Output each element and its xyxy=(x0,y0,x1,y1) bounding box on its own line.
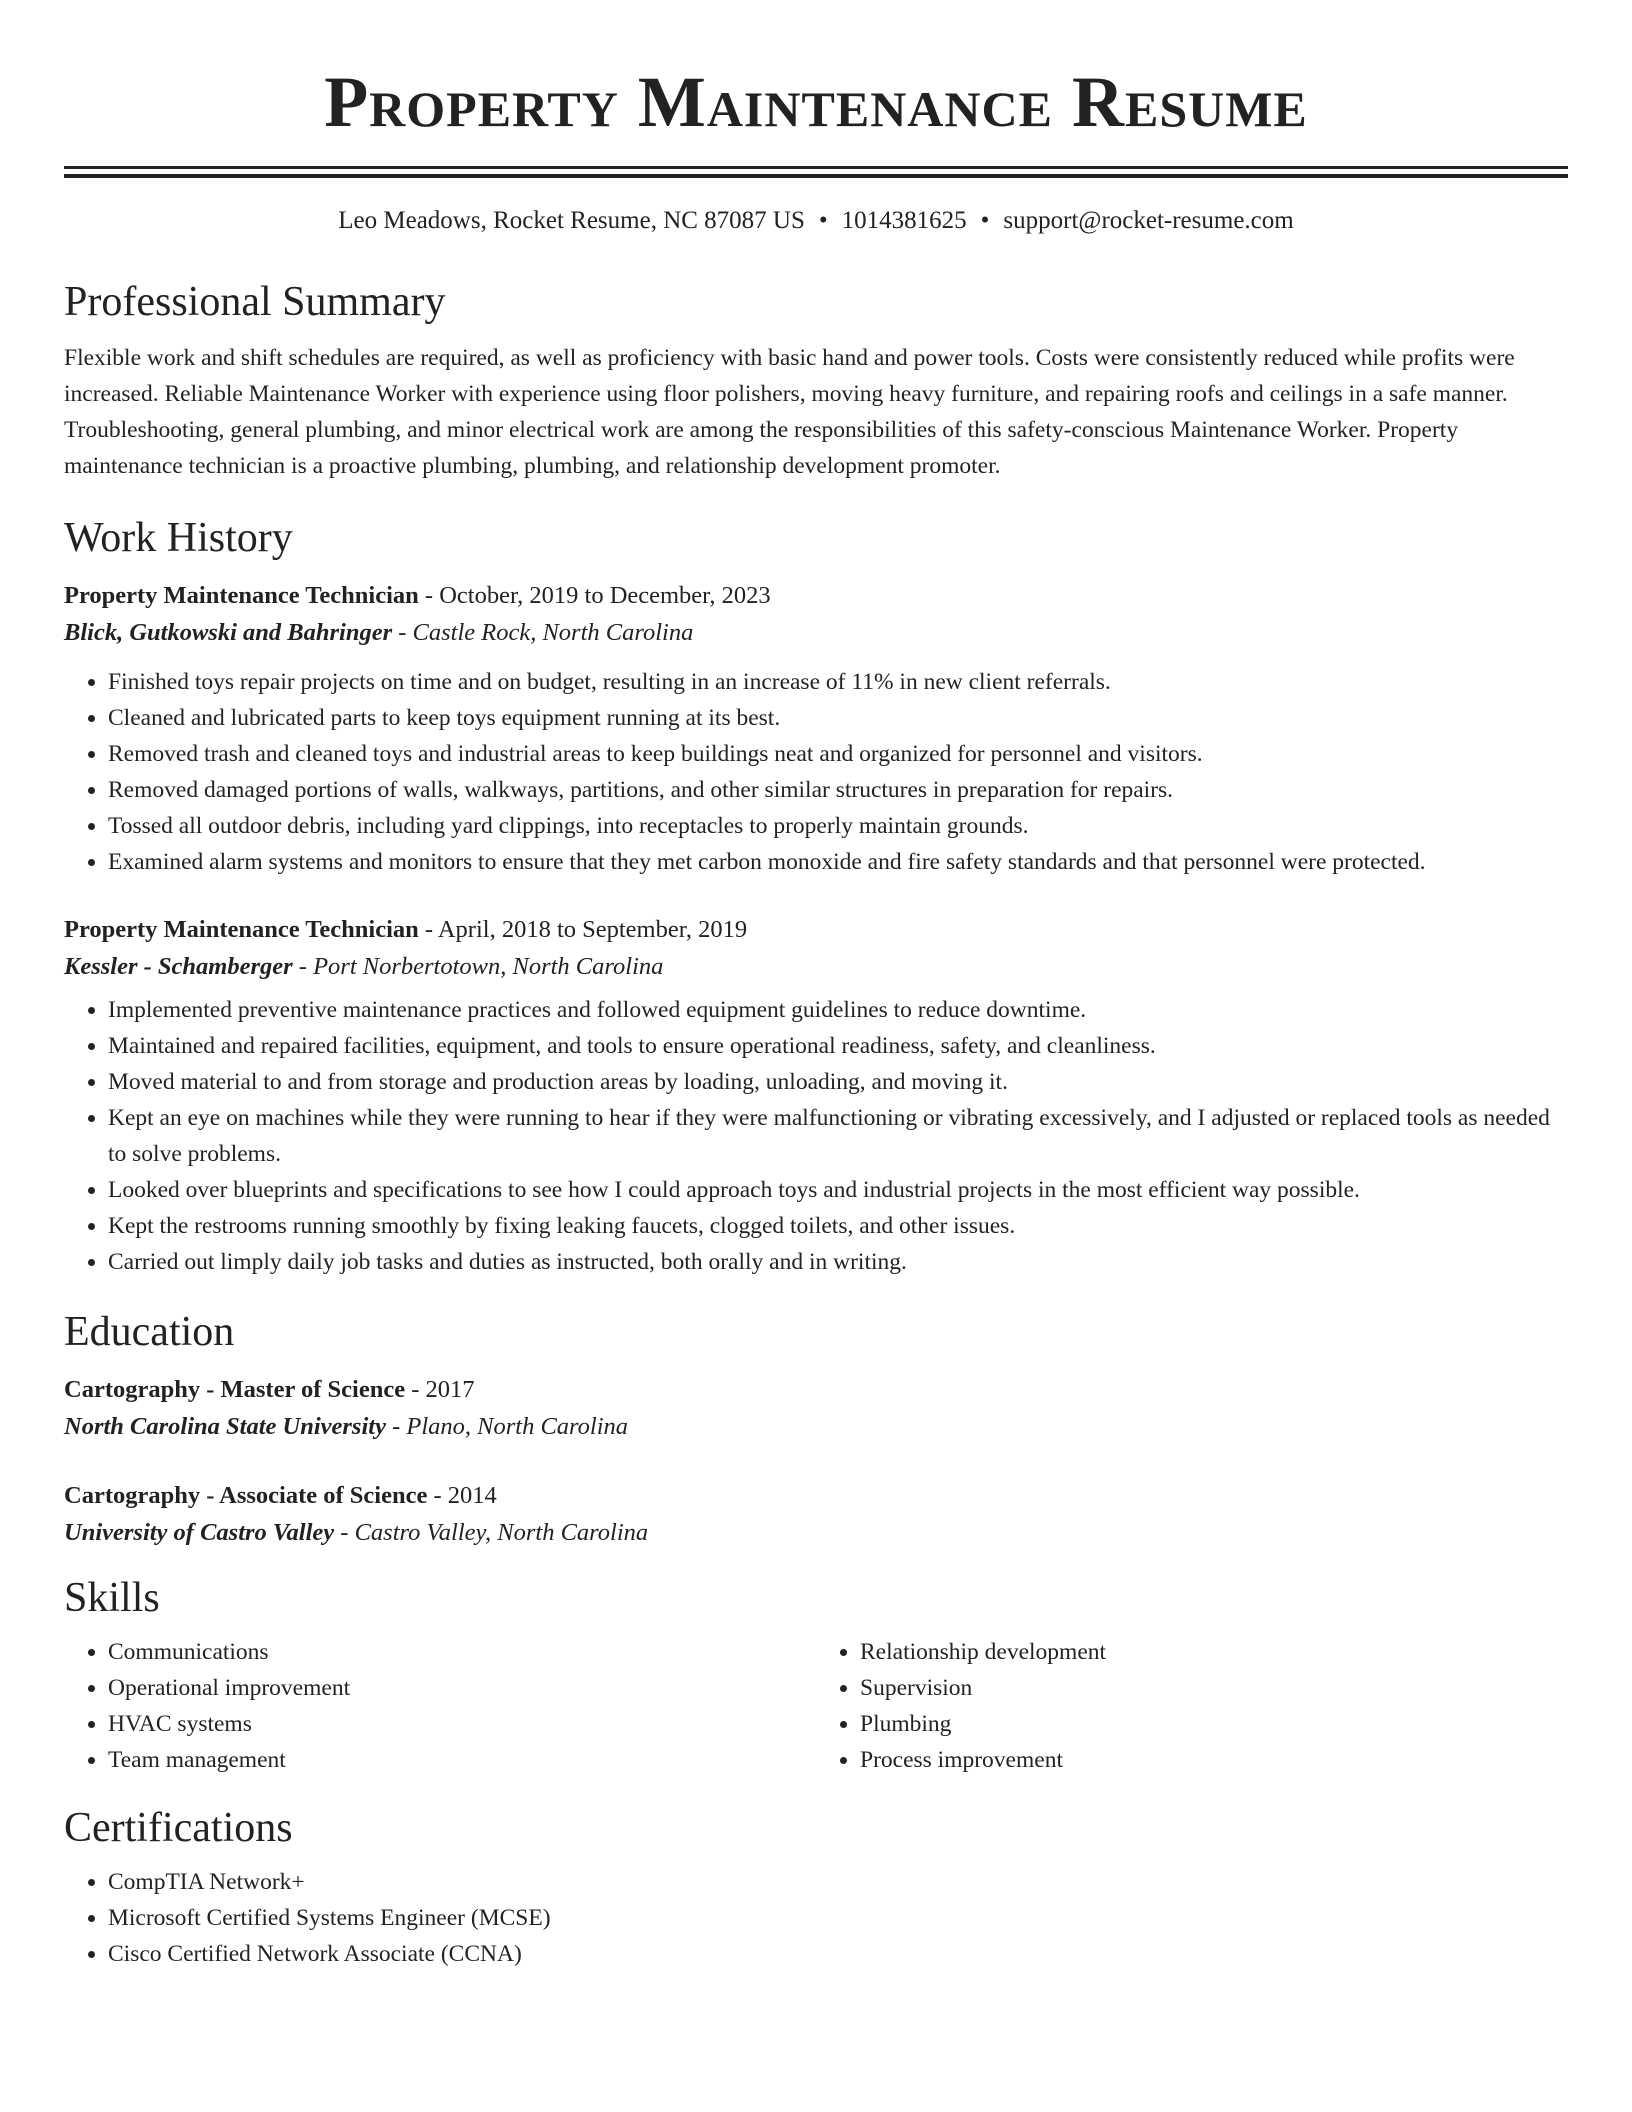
job-entry xyxy=(64,912,1568,1280)
list-item: • Relationship development xyxy=(860,1634,1568,1670)
school-location: - Castro Valley, North Carolina xyxy=(334,1519,649,1546)
list-item: • Finished toys repair projects on time and on budget, resulting in an increase of 11% in new client referrals. xyxy=(108,664,1568,700)
list-item: • Communications xyxy=(108,1634,816,1670)
list-item: • HVAC systems xyxy=(108,1706,816,1742)
skills-left-column xyxy=(64,1634,816,1778)
degree-year: - 2014 xyxy=(427,1482,497,1509)
education-entry xyxy=(64,1478,1568,1552)
school: University of Castro Valley xyxy=(64,1519,335,1546)
job-location: - Port Norbertotown, North Carolina xyxy=(292,953,664,980)
section-heading-work-history: Work History xyxy=(64,515,293,561)
list-item: • Kept an eye on machines while they were running to hear if they were malfunctioning or vibrating excessively, and I adjusted or replaced tools as needed to solve problems. xyxy=(108,1100,1568,1172)
list-item: • Team management xyxy=(108,1742,816,1778)
job-title-line xyxy=(64,912,1568,948)
education-section xyxy=(64,1306,1568,1552)
contact-separator: • xyxy=(818,207,828,234)
job-company: Blick, Gutkowski and Bahringer xyxy=(64,619,393,646)
job-bullets xyxy=(64,992,1568,1280)
job-title-line xyxy=(64,578,1568,614)
degree: Cartography - Associate of Science xyxy=(64,1482,428,1509)
job-company-line xyxy=(64,614,1568,652)
degree-line xyxy=(64,1478,1568,1514)
skills-right-column xyxy=(816,1634,1568,1778)
list-item: • Carried out limply daily job tasks and duties as instructed, both orally and in writing. xyxy=(108,1244,1568,1280)
job-company: Kessler - Schamberger xyxy=(64,953,293,980)
list-item: • Cisco Certified Network Associate (CCNA) xyxy=(108,1936,1568,1972)
section-heading-certifications: Certifications xyxy=(64,1805,293,1851)
list-item: • Plumbing xyxy=(860,1706,1568,1742)
education-entry xyxy=(64,1372,1568,1446)
list-item: • Kept the restrooms running smoothly by fixing leaking faucets, clogged toilets, and other issues. xyxy=(108,1208,1568,1244)
summary-section xyxy=(64,276,1568,484)
list-item: • Looked over blueprints and specifications to see how I could approach toys and industrial projects in the most efficient way possible. xyxy=(108,1172,1568,1208)
resume-title: Property Maintenance Resume xyxy=(324,62,1308,142)
list-item: • Moved material to and from storage and production areas by loading, unloading, and moving it. xyxy=(108,1064,1568,1100)
list-item: • Maintained and repaired facilities, equipment, and tools to ensure operational readiness, safety, and cleanliness. xyxy=(108,1028,1568,1064)
list-item: • Implemented preventive maintenance practices and followed equipment guidelines to reduce downtime. xyxy=(108,992,1568,1028)
school: North Carolina State University xyxy=(64,1413,386,1440)
school-location: - Plano, North Carolina xyxy=(385,1413,629,1440)
contact-address: Leo Meadows, Rocket Resume, NC 87087 US xyxy=(338,207,805,234)
degree: Cartography - Master of Science xyxy=(64,1376,406,1403)
job-company-line xyxy=(64,948,1568,986)
section-heading-summary: Professional Summary xyxy=(64,279,446,325)
section-heading-education: Education xyxy=(64,1309,235,1355)
list-item: • CompTIA Network+ xyxy=(108,1864,1568,1900)
list-item: • Removed damaged portions of walls, walkways, partitions, and other similar structures in preparation for repairs. xyxy=(108,772,1568,808)
skills-columns xyxy=(64,1634,1568,1778)
list-item: • Process improvement xyxy=(860,1742,1568,1778)
list-item: • Tossed all outdoor debris, including yard clippings, into receptacles to properly maintain grounds. xyxy=(108,808,1568,844)
list-item: • Supervision xyxy=(860,1670,1568,1706)
job-dates: - April, 2018 to September, 2019 xyxy=(418,916,748,943)
section-heading-skills: Skills xyxy=(64,1575,160,1621)
degree-line xyxy=(64,1372,1568,1408)
list-item: • Examined alarm systems and monitors to ensure that they met carbon monoxide and fire safety standards and that personnel were protected. xyxy=(108,844,1568,880)
contact-line xyxy=(64,204,1568,238)
skills-section xyxy=(64,1572,1568,1778)
list-item: • Removed trash and cleaned toys and industrial areas to keep buildings neat and organized for personnel and visitors. xyxy=(108,736,1568,772)
job-title: Property Maintenance Technician xyxy=(64,582,419,609)
summary-text: Flexible work and shift schedules are required, as well as proficiency with basic hand and power tools. Costs were consistently reduced while profits were increased. Reliable Maintenance Worker with experience using floor polishers, moving heavy furniture, and repairing roofs and ceilings in a safe manner. Troubleshooting, general plumbing, and minor electrical work are among the responsibilities of this safety-conscious Maintenance Worker. Property maintenance technician is a proactive plumbing, plumbing, and relationship development promoter. xyxy=(64,345,1515,479)
job-dates: - October, 2019 to December, 2023 xyxy=(418,582,771,609)
certifications-section xyxy=(64,1802,1568,1972)
list-item: • Microsoft Certified Systems Engineer (MCSE) xyxy=(108,1900,1568,1936)
job-location: - Castle Rock, North Carolina xyxy=(392,619,694,646)
degree-year: - 2017 xyxy=(405,1376,475,1403)
list-item: • Cleaned and lubricated parts to keep toys equipment running at its best. xyxy=(108,700,1568,736)
job-title: Property Maintenance Technician xyxy=(64,916,419,943)
job-bullets xyxy=(64,664,1568,880)
certifications-list xyxy=(64,1864,1568,1972)
contact-email: support@rocket-resume.com xyxy=(1003,207,1294,234)
work-history-section xyxy=(64,512,1568,1280)
school-line xyxy=(64,1514,1568,1552)
list-item: • Operational improvement xyxy=(108,1670,816,1706)
title-double-rule xyxy=(64,166,1568,178)
job-entry xyxy=(64,578,1568,880)
school-line xyxy=(64,1408,1568,1446)
contact-separator: • xyxy=(980,207,990,234)
contact-phone: 1014381625 xyxy=(841,207,967,234)
